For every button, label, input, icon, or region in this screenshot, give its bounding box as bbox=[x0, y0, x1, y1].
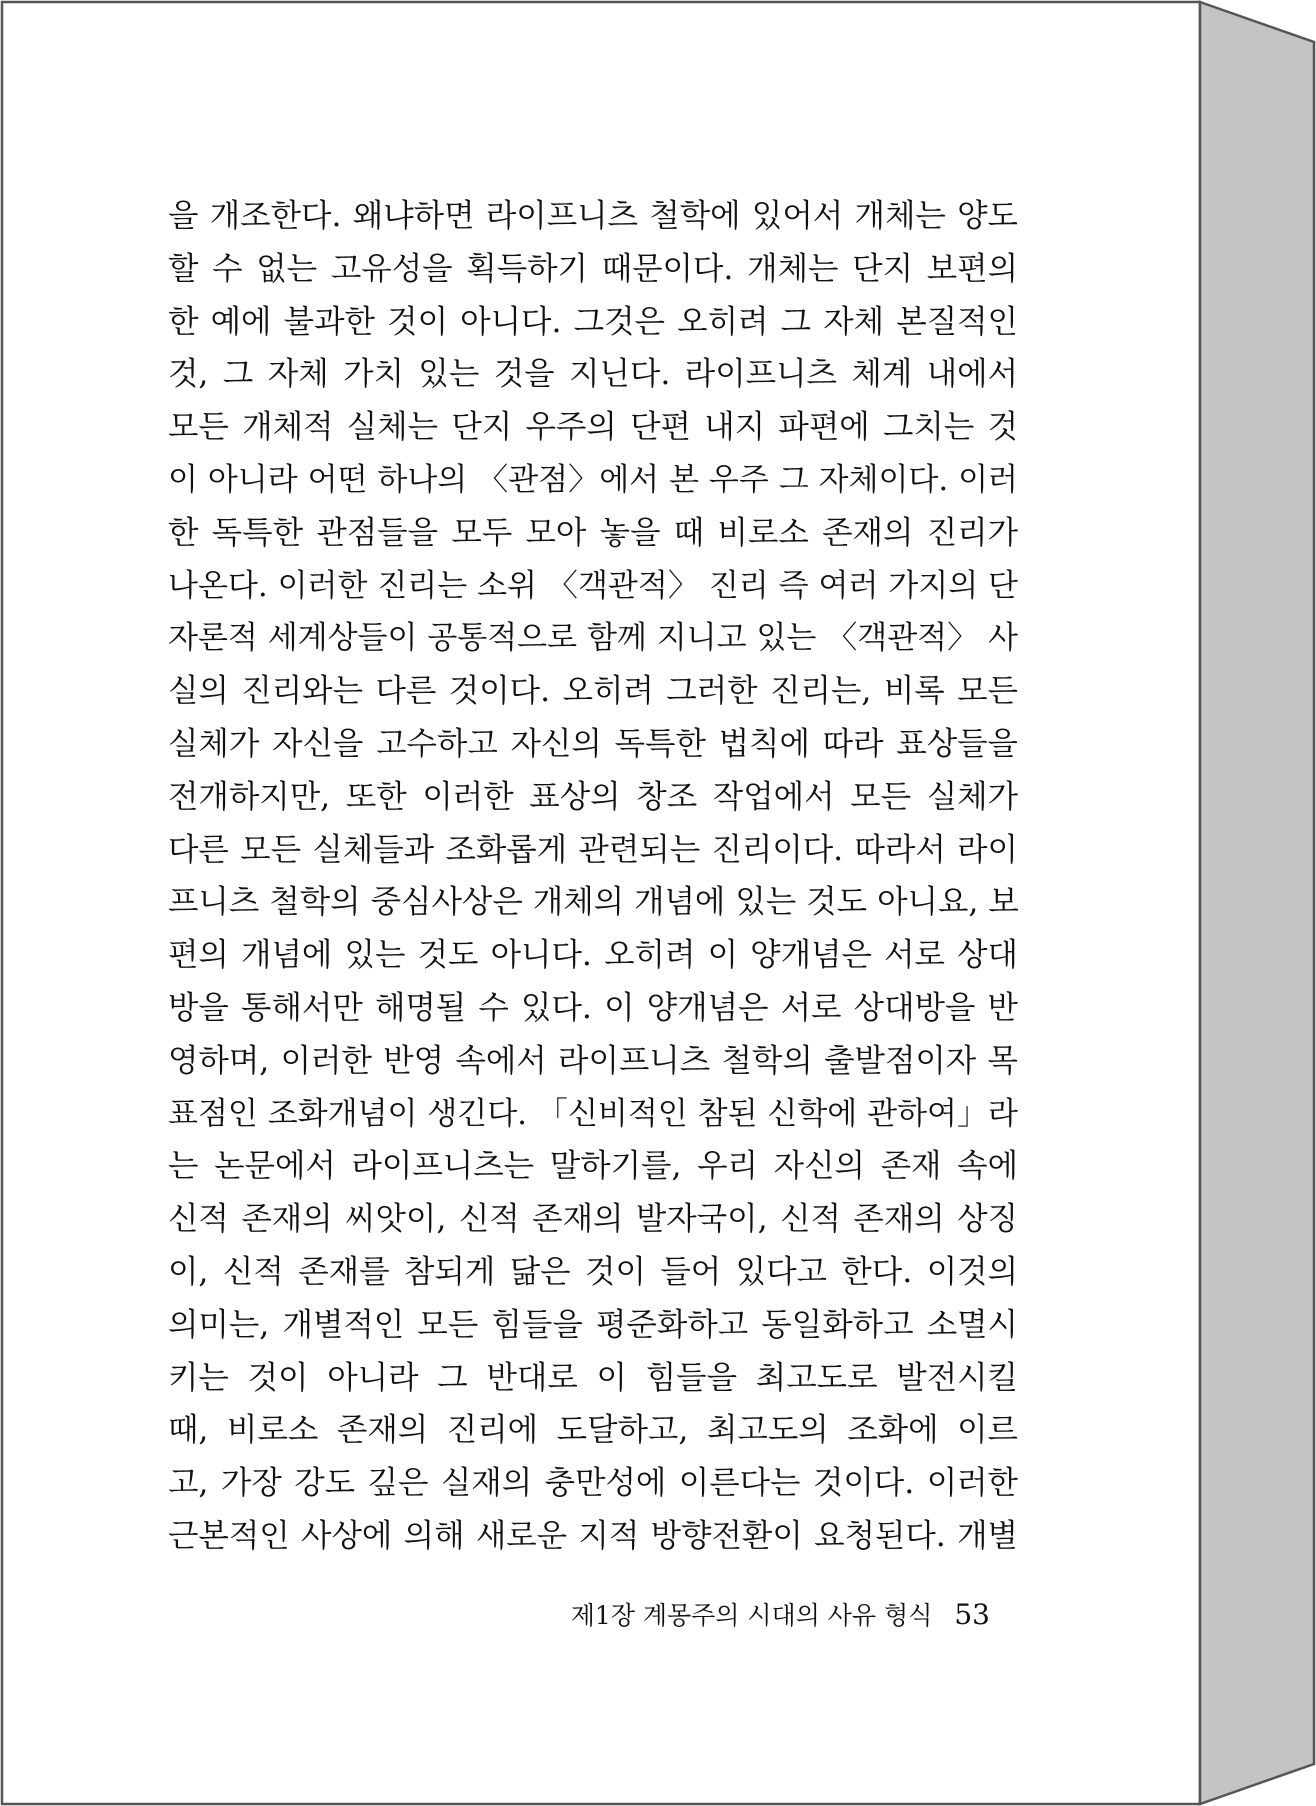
text-line: 한 독특한 관점들을 모두 모아 놓을 때 비로소 존재의 진리가 bbox=[168, 514, 1018, 551]
text-line: 할 수 없는 고유성을 획득하기 때문이다. 개체는 단지 보편의 bbox=[168, 250, 1018, 287]
text-line: 표점인 조화개념이 생긴다. 「신비적인 참된 신학에 관하여」라 bbox=[168, 1095, 1018, 1132]
chapter-title: 제1장 계몽주의 시대의 사유 형식 bbox=[570, 1601, 933, 1630]
text-line: 나온다. 이러한 진리는 소위 〈객관적〉 진리 즉 여러 가지의 단 bbox=[168, 567, 1018, 604]
text-line: 다른 모든 실체들과 조화롭게 관련되는 진리이다. 따라서 라이 bbox=[168, 831, 1018, 868]
text-line: 근본적인 사상에 의해 새로운 지적 방향전환이 요청된다. 개별 bbox=[168, 1517, 1018, 1554]
text-line: 의미는, 개별적인 모든 힘들을 평준화하고 동일화하고 소멸시 bbox=[168, 1306, 1018, 1343]
text-line: 이, 신적 존재를 참되게 닮은 것이 들어 있다고 한다. 이것의 bbox=[168, 1253, 1018, 1290]
book-spine bbox=[1200, 2, 1314, 1804]
text-line: 전개하지만, 또한 이러한 표상의 창조 작업에서 모든 실체가 bbox=[168, 778, 1018, 815]
text-line: 한 예에 불과한 것이 아니다. 그것은 오히려 그 자체 본질적인 bbox=[168, 303, 1018, 340]
text-line: 신적 존재의 씨앗이, 신적 존재의 발자국이, 신적 존재의 상징 bbox=[168, 1201, 1018, 1238]
text-line: 때, 비로소 존재의 진리에 도달하고, 최고도의 조화에 이르 bbox=[168, 1412, 1018, 1449]
text-line: 영하며, 이러한 반영 속에서 라이프니츠 철학의 출발점이자 목 bbox=[168, 1042, 1018, 1079]
text-line: 키는 것이 아니라 그 반대로 이 힘들을 최고도로 발전시킬 bbox=[168, 1359, 1018, 1396]
text-line: 는 논문에서 라이프니츠는 말하기를, 우리 자신의 존재 속에 bbox=[168, 1148, 1018, 1185]
text-line: 프니츠 철학의 중심사상은 개체의 개념에 있는 것도 아니요, 보 bbox=[168, 884, 1019, 921]
page-number: 53 bbox=[954, 1598, 990, 1631]
text-line: 을 개조한다. 왜냐하면 라이프니츠 철학에 있어서 개체는 양도 bbox=[168, 198, 1018, 234]
text-line: 것, 그 자체 가치 있는 것을 지닌다. 라이프니츠 체계 내에서 bbox=[168, 356, 1018, 393]
text-line: 실의 진리와는 다른 것이다. 오히려 그러한 진리는, 비록 모든 bbox=[168, 673, 1018, 710]
text-line: 실체가 자신을 고수하고 자신의 독특한 법칙에 따라 표상들을 bbox=[168, 725, 1018, 762]
text-line: 편의 개념에 있는 것도 아니다. 오히려 이 양개념은 서로 상대 bbox=[168, 937, 1018, 974]
body-text bbox=[168, 190, 1018, 1563]
text-line: 자론적 세계상들이 공통적으로 함께 지니고 있는 〈객관적〉 사 bbox=[168, 620, 1018, 657]
text-line: 모든 개체적 실체는 단지 우주의 단편 내지 파편에 그치는 것 bbox=[168, 409, 1018, 446]
text-line: 이 아니라 어떤 하나의 〈관점〉에서 본 우주 그 자체이다. 이러 bbox=[168, 461, 1018, 498]
text-line: 고, 가장 강도 깊은 실재의 충만성에 이른다는 것이다. 이러한 bbox=[168, 1465, 1018, 1502]
text-line: 방을 통해서만 해명될 수 있다. 이 양개념은 서로 상대방을 반 bbox=[168, 989, 1018, 1026]
page-footer bbox=[530, 1596, 990, 1632]
